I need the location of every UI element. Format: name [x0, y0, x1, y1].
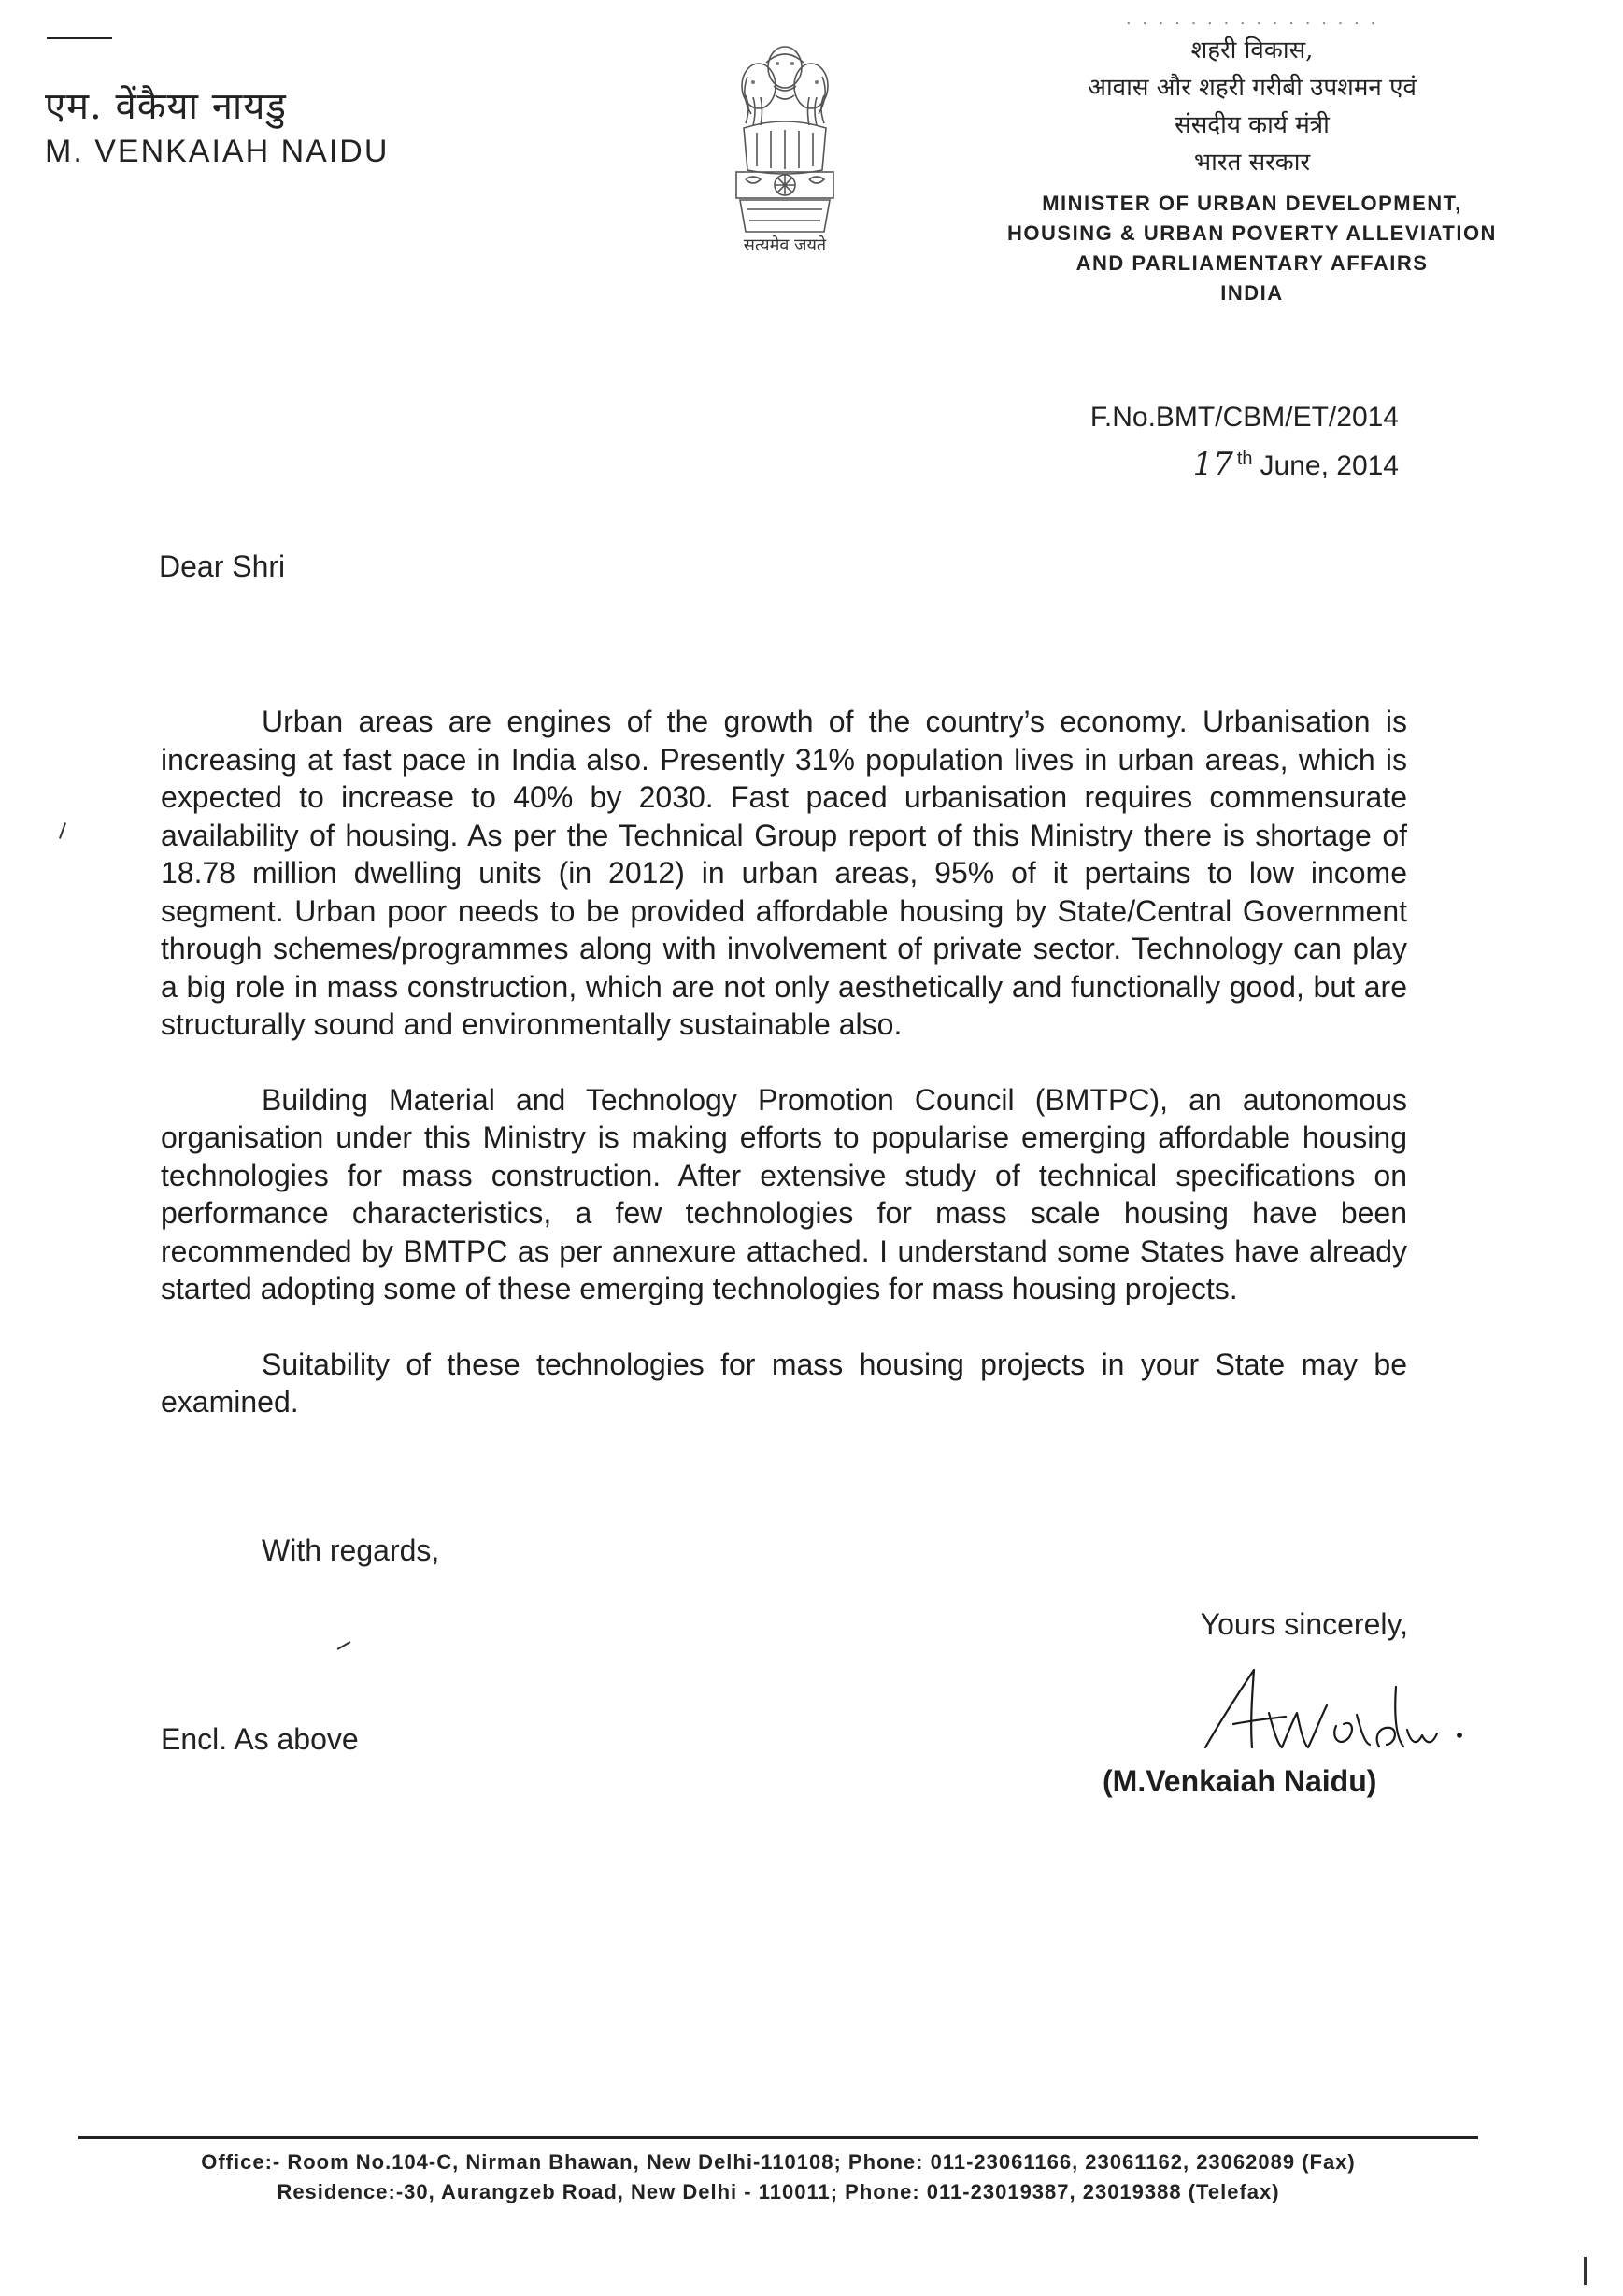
footer-office-address: Office:- Room No.104-C, Nirman Bhawan, New Delhi-110108; Phone: 011-23061166, 23061162, 23062089 (Fax) [201, 2150, 1356, 2174]
body-paragraph-3: Suitability of these technologies for mass housing projects in your State may be examined. [161, 1347, 1407, 1419]
date-month-year: June, 2014 [1260, 450, 1399, 481]
sender-name-hindi: एम. वेंकैया नायडु [45, 85, 287, 128]
scan-mark [59, 822, 66, 839]
ministry-designation [953, 9, 1551, 308]
letter-body [161, 703, 1407, 1459]
ministry-hindi-line-3: संसदीय कार्य मंत्री [1175, 111, 1330, 139]
body-paragraph-2: Building Material and Technology Promotion Council (BMTPC), an autonomous organisation under this Ministry is making efforts to popularise emerging affordable housing technologies for mass construction. After extensive study of technical specifications on performance characteristics, a few technologies for mass scale housing have been recommended by BMTPC as per annexure attached. I understand some States have already started adopting some of these emerging technologies for mass housing projects. [161, 1082, 1407, 1305]
letter-date [1090, 438, 1399, 487]
date-day-handwritten: 17 [1192, 446, 1233, 483]
signatory-name: (M.Venkaiah Naidu) [1103, 1764, 1377, 1798]
ministry-hindi-line-1: शहरी विकास, [1190, 36, 1314, 64]
body-paragraph-1: Urban areas are engines of the growth of the country’s economy. Urbanisation is increasing at fast pace in India also. Presently 31% population lives in urban areas, which is expected to increase to 40% by 2030. Fast paced urbanisation requires commensurate availability of housing. As per the Technical Group report of this Ministry there is shortage of 18.78 million dwelling units (in 2012) in urban areas, 95% of it pertains to low income segment. Urban poor needs to be provided affordable housing by State/Central Government through schemes/programmes along with involvement of private sector. Technology can play a big role in mass construction, which are not only aesthetically and functionally good, but are structurally sound and environmentally sustainable also. [161, 705, 1407, 1041]
scan-mark [1584, 2257, 1587, 2285]
ministry-english-line-1: MINISTER OF URBAN DEVELOPMENT, [1042, 192, 1462, 215]
ministry-english-line-4: INDIA [1220, 281, 1284, 305]
scan-mark [337, 1641, 351, 1650]
faint-header-marks: . . . . . . . . . . . . . . . . [1125, 9, 1379, 29]
corner-mark [47, 37, 112, 39]
regards-line: With regards, [262, 1533, 440, 1567]
emblem-motto: सत्यमेव जयते [743, 235, 827, 255]
footer-contact [78, 2140, 1478, 2207]
ministry-english-line-2: HOUSING & URBAN POVERTY ALLEVIATION [1007, 221, 1497, 245]
salutation: Dear Shri [159, 549, 286, 583]
date-suffix: th [1236, 449, 1253, 469]
enclosure-note: Encl. As above [161, 1722, 359, 1756]
closing-line: Yours sincerely, [1200, 1607, 1408, 1641]
ministry-hindi-line-4: भारत सरकार [1193, 149, 1311, 177]
file-number: F.No.BMT/CBM/ET/2014 [1089, 402, 1399, 433]
footer-residence-address: Residence:-30, Aurangzeb Road, New Delhi - 110011; Phone: 011-23019387, 23019388 (Telefax) [277, 2180, 1280, 2203]
footer-divider [78, 2136, 1478, 2139]
ministry-english-line-3: AND PARLIAMENTARY AFFAIRS [1075, 251, 1429, 275]
sender-block [45, 84, 437, 170]
sender-name-english: M. VENKAIAH NAIDU [45, 134, 390, 169]
handwritten-signature [1196, 1659, 1514, 1761]
national-emblem-icon [719, 39, 850, 254]
reference-block [1090, 397, 1399, 487]
ministry-hindi-line-2: आवास और शहरी गरीबी उपशमन एवं [1088, 74, 1417, 102]
